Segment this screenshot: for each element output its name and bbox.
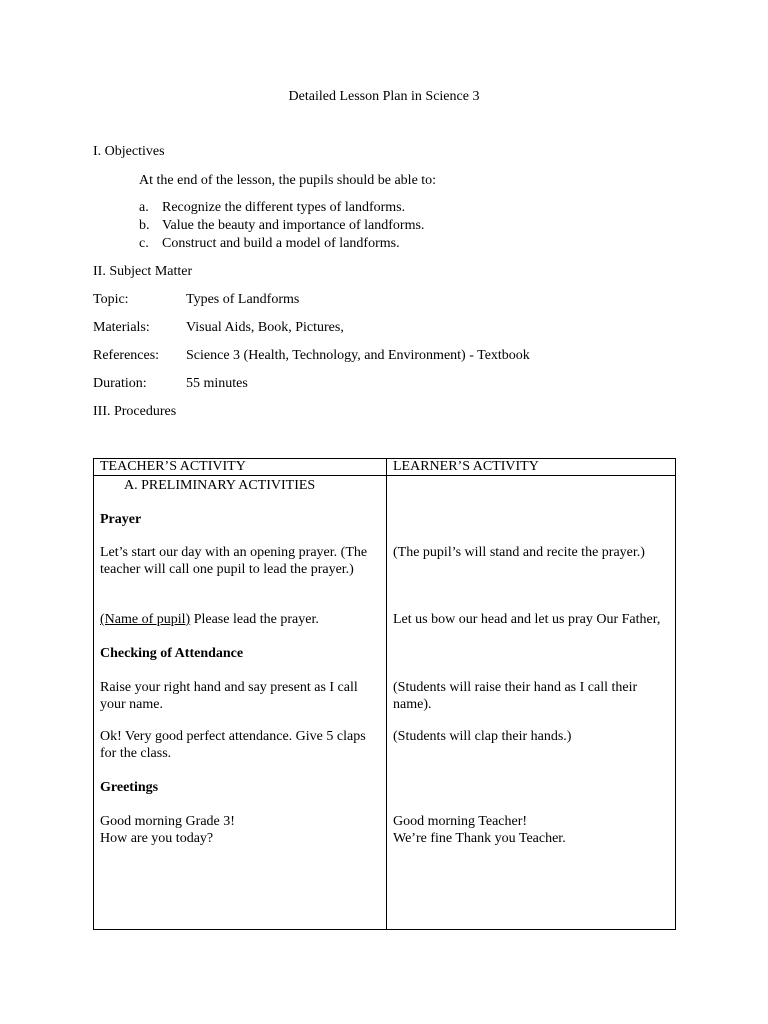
topic-value: Types of Landforms xyxy=(186,292,300,307)
pupil-name-placeholder: (Name of pupil) xyxy=(100,612,191,627)
lead-prayer-instruction: Please lead the prayer. xyxy=(190,612,319,627)
objective-item xyxy=(139,235,400,252)
learner-activity-header: LEARNER’S ACTIVITY xyxy=(387,459,676,476)
objective-marker: a. xyxy=(139,200,149,215)
procedures-heading: III. Procedures xyxy=(93,404,177,419)
objective-item xyxy=(139,217,424,234)
duration-label: Duration: xyxy=(93,376,147,391)
teacher-activity-header: TEACHER’S ACTIVITY xyxy=(94,459,387,476)
objective-marker: c. xyxy=(139,236,149,251)
section-heading: A. PRELIMINARY ACTIVITIES xyxy=(124,478,316,493)
prayer-heading: Prayer xyxy=(100,512,142,527)
objective-text: Value the beauty and importance of landforms. xyxy=(162,218,425,233)
table-body-row xyxy=(94,476,676,930)
attendance-learner-text: (Students will raise their hand as I call their name). xyxy=(393,680,638,712)
clap-teacher-text: Ok! Very good perfect attendance. Give 5 claps for the class. xyxy=(100,729,366,761)
objectives-intro: At the end of the lesson, the pupils should be able to: xyxy=(139,173,437,188)
greet-learner-line-1: Good morning Teacher! xyxy=(393,814,528,829)
objective-text: Recognize the different types of landforms. xyxy=(162,200,406,215)
page-title: Detailed Lesson Plan in Science 3 xyxy=(288,89,480,104)
references-label: References: xyxy=(93,348,160,363)
objective-item xyxy=(139,199,405,216)
materials-value: Visual Aids, Book, Pictures, xyxy=(186,320,344,335)
duration-value: 55 minutes xyxy=(186,376,248,391)
lead-learner-text: Let us bow our head and let us pray Our Father, xyxy=(393,612,661,627)
objective-text: Construct and build a model of landforms. xyxy=(162,236,400,251)
greet-learner-line-2: We’re fine Thank you Teacher. xyxy=(393,831,566,846)
attendance-heading: Checking of Attendance xyxy=(100,646,244,661)
procedures-table xyxy=(93,458,676,930)
table-header-row xyxy=(94,459,676,476)
materials-label: Materials: xyxy=(93,320,150,335)
lead-prayer-text xyxy=(100,611,319,628)
clap-learner-text: (Students will clap their hands.) xyxy=(393,729,572,744)
attendance-teacher-text: Raise your right hand and say present as I call your name. xyxy=(100,680,358,712)
greetings-heading: Greetings xyxy=(100,780,159,795)
objectives-heading: I. Objectives xyxy=(93,144,165,159)
subject-matter-heading: II. Subject Matter xyxy=(93,264,193,279)
references-value: Science 3 (Health, Technology, and Environment) - Textbook xyxy=(186,348,530,363)
greet-teacher-line-1: Good morning Grade 3! xyxy=(100,814,235,829)
objective-marker: b. xyxy=(139,218,150,233)
teacher-activity-cell xyxy=(94,476,387,930)
learner-activity-cell xyxy=(387,476,676,930)
prayer-learner-text: (The pupil’s will stand and recite the prayer.) xyxy=(393,545,645,560)
topic-label: Topic: xyxy=(93,292,129,307)
greet-teacher-line-2: How are you today? xyxy=(100,831,214,846)
prayer-teacher-text: Let’s start our day with an opening prayer. (The teacher will call one pupil to lead the prayer.) xyxy=(100,545,368,577)
